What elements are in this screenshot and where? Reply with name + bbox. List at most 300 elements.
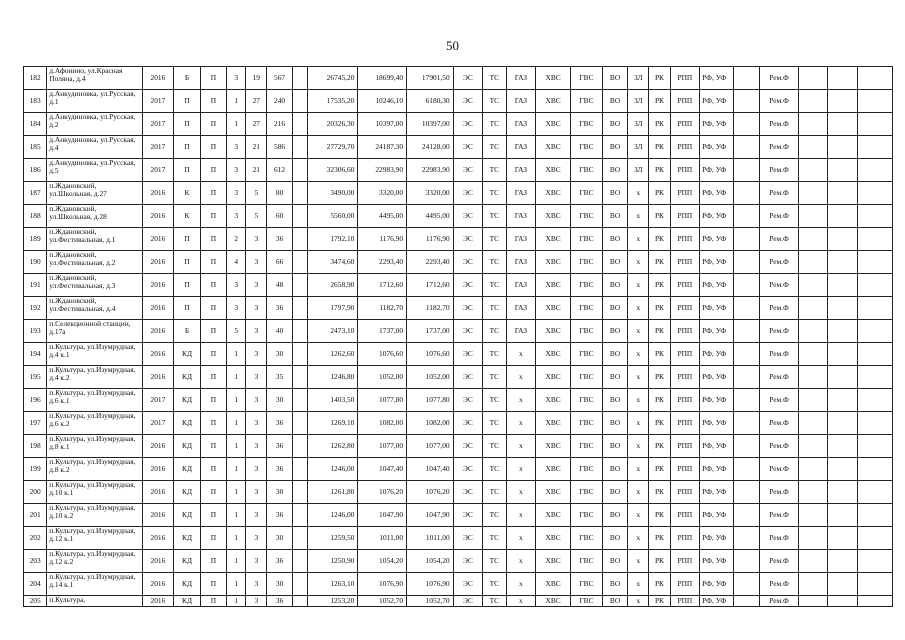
cell-cold-water: ХВС	[536, 67, 571, 90]
cell-cold-water: ХВС	[536, 159, 571, 182]
cell-cold-water: ХВС	[536, 527, 571, 550]
cell-blank-1	[292, 274, 307, 297]
cell-gas: ГАЗ	[506, 205, 536, 228]
cell-blank-4	[828, 90, 858, 113]
cell-blank-3	[798, 573, 828, 596]
cell-value-2: 216	[267, 113, 292, 136]
cell-lift: х	[628, 412, 649, 435]
cell-repair-fund: Рем.Ф	[760, 527, 798, 550]
cell-repair: РК	[649, 159, 670, 182]
cell-material: КД	[174, 481, 200, 504]
cell-floors: 3	[227, 182, 246, 205]
cell-repair: РК	[649, 274, 670, 297]
cell-year: 2016	[142, 205, 174, 228]
cell-hot-water: ГВС	[571, 113, 603, 136]
cell-blank-4	[828, 596, 858, 607]
cell-sewage: ВО	[602, 228, 627, 251]
cell-blank-4	[828, 550, 858, 573]
cell-heating: ТС	[483, 435, 506, 458]
cell-total-area: 27729,70	[307, 136, 358, 159]
table-row	[24, 297, 893, 320]
cell-fire: РПП	[670, 573, 700, 596]
cell-blank-4	[828, 320, 858, 343]
cell-value-2: 60	[267, 205, 292, 228]
cell-type: П	[200, 113, 226, 136]
cell-address: п.Культура, ул.Изумрудная, д.8 к.2	[47, 458, 142, 481]
cell-material: Б	[174, 320, 200, 343]
cell-heating: ТС	[483, 366, 506, 389]
cell-repair: РК	[649, 136, 670, 159]
cell-fire: РПП	[670, 504, 700, 527]
cell-blank-5	[857, 550, 892, 573]
cell-sewage: ВО	[602, 596, 627, 607]
cell-year: 2016	[142, 67, 174, 90]
cell-gas: ГАЗ	[506, 90, 536, 113]
cell-blank-2	[734, 412, 760, 435]
cell-hot-water: ГВС	[571, 458, 603, 481]
cell-value-2: 35	[267, 366, 292, 389]
cell-blank-1	[292, 412, 307, 435]
cell-blank-4	[828, 366, 858, 389]
cell-value-2: 36	[267, 458, 292, 481]
cell-address: п.Культура, ул.Изумрудная, д.10 к.2	[47, 504, 142, 527]
cell-lift: ЗЛ	[628, 67, 649, 90]
cell-floors: 3	[227, 205, 246, 228]
cell-hot-water: ГВС	[571, 136, 603, 159]
cell-repair-fund: Рем.Ф	[760, 228, 798, 251]
cell-electricity: ЭС	[453, 389, 483, 412]
cell-fire: РПП	[670, 182, 700, 205]
cell-heating: ТС	[483, 527, 506, 550]
cell-address: п.Культура, ул.Изумрудная, д.10 к.1	[47, 481, 142, 504]
cell-blank-2	[734, 274, 760, 297]
cell-fire: РПП	[670, 320, 700, 343]
cell-fire: РПП	[670, 596, 700, 607]
cell-hot-water: ГВС	[571, 67, 603, 90]
cell-type: П	[200, 182, 226, 205]
cell-lift: х	[628, 251, 649, 274]
cell-area-3: 1737,00	[407, 320, 454, 343]
cell-material: Б	[174, 67, 200, 90]
cell-total-area: 26745,20	[307, 67, 358, 90]
cell-repair: РК	[649, 435, 670, 458]
cell-fire: РПП	[670, 297, 700, 320]
cell-repair: РК	[649, 596, 670, 607]
cell-blank-1	[292, 389, 307, 412]
cell-cold-water: ХВС	[536, 504, 571, 527]
cell-material: П	[174, 274, 200, 297]
cell-gas: х	[506, 504, 536, 527]
cell-floors: 4	[227, 251, 246, 274]
cell-row-number: 195	[24, 366, 47, 389]
cell-repair: РК	[649, 389, 670, 412]
cell-lift: х	[628, 435, 649, 458]
cell-value-2: 30	[267, 481, 292, 504]
cell-material: КД	[174, 366, 200, 389]
cell-electricity: ЭС	[453, 481, 483, 504]
cell-lift: х	[628, 504, 649, 527]
cell-value-2: 30	[267, 389, 292, 412]
cell-sewage: ВО	[602, 435, 627, 458]
cell-value-2: 30	[267, 527, 292, 550]
cell-lift: х	[628, 274, 649, 297]
table-row	[24, 458, 893, 481]
cell-hot-water: ГВС	[571, 297, 603, 320]
cell-fire: РПП	[670, 113, 700, 136]
cell-cold-water: ХВС	[536, 458, 571, 481]
cell-living-area: 4495,00	[358, 205, 407, 228]
cell-gas: ГАЗ	[506, 67, 536, 90]
cell-heating: ТС	[483, 251, 506, 274]
cell-blank-3	[798, 458, 828, 481]
cell-blank-5	[857, 366, 892, 389]
cell-value-2: 66	[267, 251, 292, 274]
cell-blank-3	[798, 274, 828, 297]
cell-total-area: 2658,90	[307, 274, 358, 297]
cell-living-area: 1176,90	[358, 228, 407, 251]
cell-row-number: 182	[24, 67, 47, 90]
cell-lift: х	[628, 550, 649, 573]
cell-hot-water: ГВС	[571, 182, 603, 205]
cell-value-1: 3	[246, 297, 267, 320]
cell-row-number: 201	[24, 504, 47, 527]
cell-address: п.Ждановский, ул.Школьная, д.27	[47, 182, 142, 205]
cell-heating: ТС	[483, 320, 506, 343]
cell-material: КД	[174, 504, 200, 527]
cell-value-1: 3	[246, 550, 267, 573]
cell-blank-1	[292, 458, 307, 481]
cell-fund-type: РФ, УФ	[700, 389, 734, 412]
cell-blank-5	[857, 90, 892, 113]
cell-floors: 3	[227, 67, 246, 90]
cell-row-number: 188	[24, 205, 47, 228]
cell-heating: ТС	[483, 113, 506, 136]
cell-blank-1	[292, 320, 307, 343]
cell-hot-water: ГВС	[571, 596, 603, 607]
cell-blank-3	[798, 550, 828, 573]
cell-fund-type: РФ, УФ	[700, 136, 734, 159]
cell-living-area: 1052,70	[358, 596, 407, 607]
cell-heating: ТС	[483, 159, 506, 182]
cell-value-1: 3	[246, 435, 267, 458]
cell-row-number: 187	[24, 182, 47, 205]
cell-floors: 2	[227, 228, 246, 251]
cell-material: П	[174, 113, 200, 136]
cell-repair: РК	[649, 228, 670, 251]
cell-blank-3	[798, 504, 828, 527]
cell-material: КД	[174, 596, 200, 607]
cell-floors: 5	[227, 320, 246, 343]
cell-area-3: 1054,20	[407, 550, 454, 573]
page-number: 50	[446, 38, 459, 53]
cell-gas: х	[506, 481, 536, 504]
cell-blank-5	[857, 228, 892, 251]
cell-hot-water: ГВС	[571, 343, 603, 366]
cell-sewage: ВО	[602, 343, 627, 366]
cell-total-area: 1797,90	[307, 297, 358, 320]
cell-electricity: ЭС	[453, 366, 483, 389]
cell-floors: 3	[227, 297, 246, 320]
cell-blank-2	[734, 343, 760, 366]
cell-electricity: ЭС	[453, 251, 483, 274]
cell-blank-2	[734, 458, 760, 481]
cell-blank-1	[292, 504, 307, 527]
cell-blank-5	[857, 274, 892, 297]
cell-value-2: 30	[267, 343, 292, 366]
cell-area-3: 1047,90	[407, 504, 454, 527]
cell-type: П	[200, 596, 226, 607]
cell-value-2: 36	[267, 297, 292, 320]
cell-address: п.Ждановский, ул.Фестивальная, д.4	[47, 297, 142, 320]
cell-total-area: 1253,20	[307, 596, 358, 607]
cell-blank-5	[857, 481, 892, 504]
table-row	[24, 412, 893, 435]
cell-fire: РПП	[670, 343, 700, 366]
cell-living-area: 1047,40	[358, 458, 407, 481]
cell-material: П	[174, 136, 200, 159]
cell-sewage: ВО	[602, 136, 627, 159]
cell-address: п.Культура, ул.Изумрудная, д.8 к.1	[47, 435, 142, 458]
cell-type: П	[200, 320, 226, 343]
cell-hot-water: ГВС	[571, 90, 603, 113]
cell-floors: 1	[227, 550, 246, 573]
table-row	[24, 320, 893, 343]
cell-year: 2016	[142, 182, 174, 205]
cell-blank-3	[798, 251, 828, 274]
cell-floors: 1	[227, 412, 246, 435]
cell-area-3: 4495,00	[407, 205, 454, 228]
cell-blank-2	[734, 297, 760, 320]
cell-repair-fund: Рем.Ф	[760, 458, 798, 481]
cell-address: п.Культура, ул.Изумрудная, д.4 к.2	[47, 366, 142, 389]
cell-blank-5	[857, 435, 892, 458]
cell-sewage: ВО	[602, 389, 627, 412]
cell-fund-type: РФ, УФ	[700, 205, 734, 228]
cell-lift: х	[628, 297, 649, 320]
cell-repair-fund: Рем.Ф	[760, 435, 798, 458]
cell-blank-3	[798, 412, 828, 435]
cell-year: 2016	[142, 297, 174, 320]
cell-total-area: 1259,50	[307, 527, 358, 550]
cell-material: КД	[174, 458, 200, 481]
cell-value-1: 5	[246, 182, 267, 205]
cell-type: П	[200, 90, 226, 113]
cell-blank-5	[857, 136, 892, 159]
cell-material: П	[174, 159, 200, 182]
cell-value-2: 80	[267, 182, 292, 205]
cell-living-area: 1054,20	[358, 550, 407, 573]
cell-blank-4	[828, 573, 858, 596]
cell-blank-4	[828, 136, 858, 159]
cell-value-2: 36	[267, 596, 292, 607]
cell-repair-fund: Рем.Ф	[760, 274, 798, 297]
cell-gas: х	[506, 366, 536, 389]
cell-row-number: 190	[24, 251, 47, 274]
cell-cold-water: ХВС	[536, 481, 571, 504]
cell-value-1: 3	[246, 251, 267, 274]
cell-fund-type: РФ, УФ	[700, 366, 734, 389]
cell-repair: РК	[649, 412, 670, 435]
cell-floors: 1	[227, 90, 246, 113]
cell-repair: РК	[649, 366, 670, 389]
cell-fund-type: РФ, УФ	[700, 343, 734, 366]
cell-address: п.Ждановский, ул.Фестивальная, д.3	[47, 274, 142, 297]
cell-blank-3	[798, 228, 828, 251]
table-row	[24, 136, 893, 159]
cell-hot-water: ГВС	[571, 251, 603, 274]
cell-fire: РПП	[670, 205, 700, 228]
cell-blank-3	[798, 435, 828, 458]
cell-year: 2016	[142, 228, 174, 251]
cell-heating: ТС	[483, 481, 506, 504]
cell-living-area: 10397,00	[358, 113, 407, 136]
cell-lift: х	[628, 182, 649, 205]
cell-heating: ТС	[483, 205, 506, 228]
cell-fund-type: РФ, УФ	[700, 251, 734, 274]
cell-fire: РПП	[670, 136, 700, 159]
cell-value-2: 36	[267, 435, 292, 458]
cell-lift: х	[628, 458, 649, 481]
cell-blank-5	[857, 159, 892, 182]
cell-blank-5	[857, 389, 892, 412]
cell-blank-5	[857, 412, 892, 435]
cell-floors: 3	[227, 159, 246, 182]
cell-year: 2016	[142, 481, 174, 504]
cell-material: КД	[174, 435, 200, 458]
cell-blank-3	[798, 297, 828, 320]
cell-material: П	[174, 90, 200, 113]
cell-blank-2	[734, 320, 760, 343]
cell-gas: ГАЗ	[506, 113, 536, 136]
cell-living-area: 1076,60	[358, 343, 407, 366]
table-row	[24, 182, 893, 205]
cell-repair: РК	[649, 297, 670, 320]
cell-living-area: 1076,90	[358, 573, 407, 596]
table-row	[24, 90, 893, 113]
cell-address: д.Афонино, ул.Красная Поляна, д.4	[47, 67, 142, 90]
cell-fund-type: РФ, УФ	[700, 274, 734, 297]
cell-electricity: ЭС	[453, 504, 483, 527]
cell-hot-water: ГВС	[571, 320, 603, 343]
cell-electricity: ЭС	[453, 90, 483, 113]
cell-cold-water: ХВС	[536, 320, 571, 343]
cell-sewage: ВО	[602, 527, 627, 550]
cell-sewage: ВО	[602, 412, 627, 435]
cell-repair-fund: Рем.Ф	[760, 366, 798, 389]
cell-sewage: ВО	[602, 297, 627, 320]
cell-hot-water: ГВС	[571, 274, 603, 297]
cell-blank-3	[798, 136, 828, 159]
cell-year: 2016	[142, 251, 174, 274]
cell-living-area: 1182,70	[358, 297, 407, 320]
cell-address: п.Селекционной станции, д.17а	[47, 320, 142, 343]
cell-repair: РК	[649, 458, 670, 481]
cell-blank-5	[857, 205, 892, 228]
cell-area-3: 1077,80	[407, 389, 454, 412]
cell-repair: РК	[649, 573, 670, 596]
cell-sewage: ВО	[602, 458, 627, 481]
cell-fire: РПП	[670, 228, 700, 251]
cell-repair-fund: Рем.Ф	[760, 90, 798, 113]
cell-area-3: 24128,00	[407, 136, 454, 159]
table-row	[24, 389, 893, 412]
cell-fund-type: РФ, УФ	[700, 550, 734, 573]
cell-repair: РК	[649, 504, 670, 527]
cell-blank-2	[734, 573, 760, 596]
cell-blank-1	[292, 251, 307, 274]
cell-area-3: 1076,60	[407, 343, 454, 366]
cell-blank-3	[798, 90, 828, 113]
cell-value-1: 3	[246, 504, 267, 527]
cell-total-area: 5560,00	[307, 205, 358, 228]
cell-blank-4	[828, 159, 858, 182]
cell-heating: ТС	[483, 67, 506, 90]
table-row	[24, 435, 893, 458]
cell-electricity: ЭС	[453, 412, 483, 435]
cell-row-number: 197	[24, 412, 47, 435]
cell-living-area: 18699,40	[358, 67, 407, 90]
cell-blank-2	[734, 366, 760, 389]
cell-heating: ТС	[483, 90, 506, 113]
cell-sewage: ВО	[602, 366, 627, 389]
cell-fire: РПП	[670, 90, 700, 113]
cell-floors: 1	[227, 596, 246, 607]
cell-blank-1	[292, 182, 307, 205]
cell-blank-2	[734, 550, 760, 573]
cell-cold-water: ХВС	[536, 113, 571, 136]
cell-blank-4	[828, 343, 858, 366]
cell-year: 2016	[142, 435, 174, 458]
cell-blank-5	[857, 67, 892, 90]
cell-cold-water: ХВС	[536, 550, 571, 573]
cell-gas: х	[506, 412, 536, 435]
cell-cold-water: ХВС	[536, 205, 571, 228]
cell-hot-water: ГВС	[571, 205, 603, 228]
cell-blank-1	[292, 67, 307, 90]
table-row	[24, 481, 893, 504]
cell-repair-fund: Рем.Ф	[760, 596, 798, 607]
cell-floors: 1	[227, 435, 246, 458]
cell-blank-3	[798, 481, 828, 504]
cell-sewage: ВО	[602, 251, 627, 274]
cell-blank-3	[798, 182, 828, 205]
cell-living-area: 1077,80	[358, 389, 407, 412]
cell-fire: РПП	[670, 527, 700, 550]
cell-total-area: 1403,50	[307, 389, 358, 412]
cell-address: п.Ждановский, ул.Фестивальная, д.2	[47, 251, 142, 274]
cell-address: п.Культура, ул.Изумрудная, д.14 к.1	[47, 573, 142, 596]
cell-blank-1	[292, 90, 307, 113]
cell-total-area: 1246,00	[307, 504, 358, 527]
cell-cold-water: ХВС	[536, 343, 571, 366]
cell-year: 2017	[142, 90, 174, 113]
cell-fund-type: РФ, УФ	[700, 90, 734, 113]
cell-living-area: 1052,00	[358, 366, 407, 389]
cell-year: 2016	[142, 550, 174, 573]
cell-repair: РК	[649, 205, 670, 228]
cell-blank-1	[292, 435, 307, 458]
cell-material: КД	[174, 389, 200, 412]
cell-heating: ТС	[483, 596, 506, 607]
cell-material: КД	[174, 550, 200, 573]
cell-heating: ТС	[483, 343, 506, 366]
cell-blank-4	[828, 274, 858, 297]
cell-lift: х	[628, 228, 649, 251]
cell-sewage: ВО	[602, 274, 627, 297]
cell-lift: х	[628, 343, 649, 366]
cell-repair-fund: Рем.Ф	[760, 251, 798, 274]
cell-value-1: 3	[246, 458, 267, 481]
